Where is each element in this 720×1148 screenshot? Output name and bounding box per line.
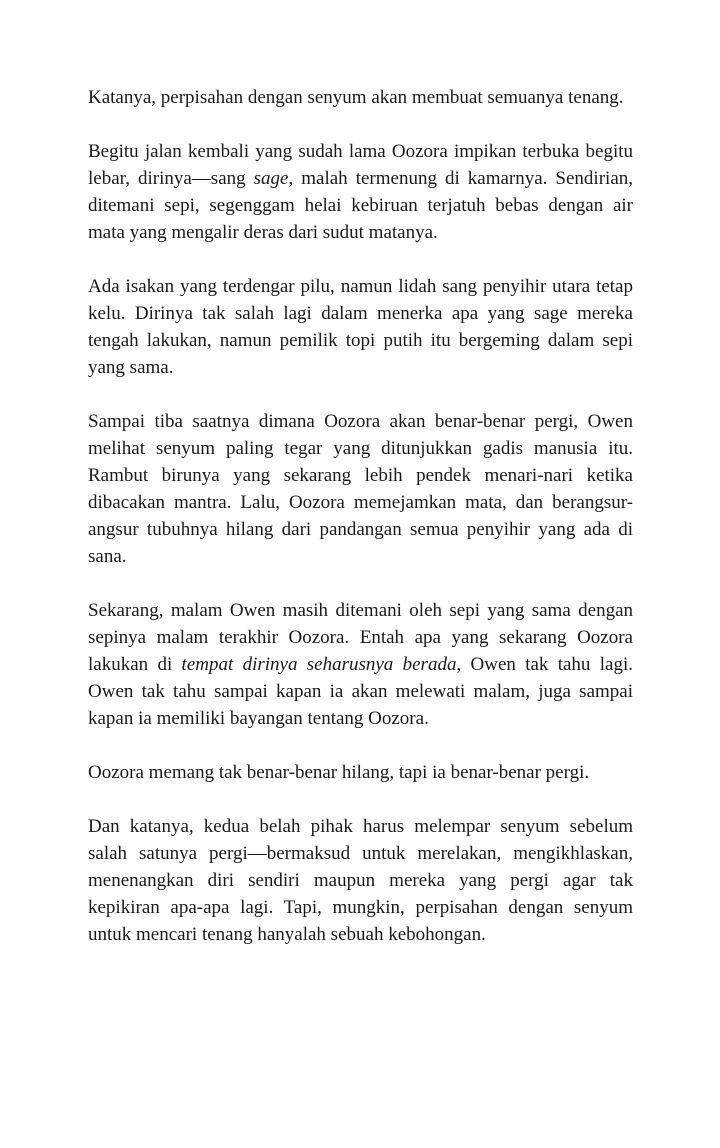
paragraph-7: Dan katanya, kedua belah pihak harus melempar senyum sebelum salah satunya pergi—bermaksud untuk merelakan, mengikhlaskan, menenangkan diri sendiri maupun mereka yang pergi agar tak kepikiran apa-apa lagi. Tapi, mungkin, perpisahan dengan senyum untuk mencari tenang hanyalah sebuah kebohongan. — [88, 816, 633, 945]
paragraph-5-part-1: Sekarang, malam Owen masih ditemani oleh sepi yang sama dengan sepinya malam terakhir Oozora. Entah apa yang sekarang Oozora lakukan di — [88, 600, 633, 675]
paragraph-4: Sampai tiba saatnya dimana Oozora akan benar-benar pergi, Owen melihat senyum paling tegar yang ditunjukkan gadis manusia itu. Rambut birunya yang sekarang lebih pendek menari-nari ketika dibacakan mantra. Lalu, Oozora memejamkan mata, dan berangsur-angsur tubuhnya hilang dari pandangan semua penyihir yang ada di sana. — [88, 411, 633, 567]
paragraph-2 — [88, 138, 633, 246]
paragraph-2-part-2: , malah termenung di kamarnya. Sendirian, ditemani sepi, segenggam helai kebiruan terjatuh bebas dengan air mata yang mengalir deras dari sudut matanya. — [88, 168, 634, 243]
paragraph-5-part-2: , Owen tak tahu lagi. Owen tak tahu sampai kapan ia akan melewati malam, juga sampai kapan ia memiliki bayangan tentang Oozora. — [88, 654, 633, 729]
paragraph-1: Katanya, perpisahan dengan senyum akan membuat semuanya tenang. — [88, 87, 624, 108]
paragraph-5-italic-phrase: tempat dirinya seharusnya berada — [181, 654, 457, 675]
paragraph-6: Oozora memang tak benar-benar hilang, tapi ia benar-benar pergi. — [88, 762, 590, 783]
paragraph-2-part-1: Begitu jalan kembali yang sudah lama Oozora impikan terbuka begitu lebar, dirinya—sang — [88, 141, 633, 189]
story-page — [88, 84, 633, 948]
paragraph-3: Ada isakan yang terdengar pilu, namun lidah sang penyihir utara tetap kelu. Dirinya tak salah lagi dalam menerka apa yang sage mereka tengah lakukan, namun pemilik topi putih itu bergeming dalam sepi yang sama. — [88, 276, 633, 378]
paragraph-2-italic-sage: sage — [253, 168, 289, 189]
paragraph-5 — [88, 597, 633, 732]
